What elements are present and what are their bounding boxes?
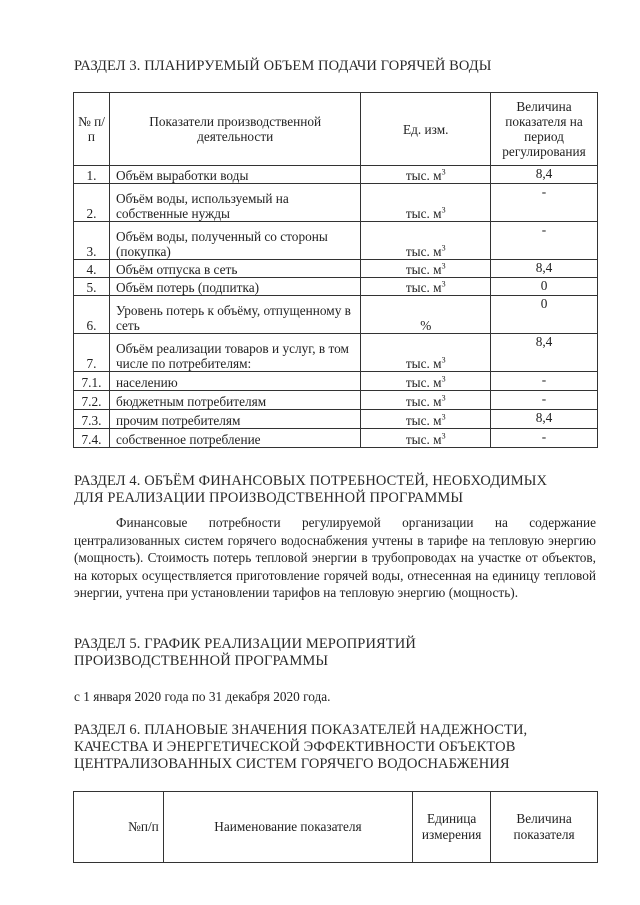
table-row	[74, 429, 598, 448]
row-unit-superscript: 3	[441, 374, 446, 384]
row-indicator-name: Объём воды, полученный со стороны (покупка)	[109, 222, 360, 260]
row-number: 7.	[74, 334, 110, 372]
header-value: Величина показателя на период регулирования	[491, 93, 598, 166]
table-body	[74, 166, 598, 448]
row-unit-superscript: 3	[441, 279, 446, 289]
row-unit-text: тыс. м	[405, 206, 442, 221]
section5-title-line1: РАЗДЕЛ 5. ГРАФИК РЕАЛИЗАЦИИ МЕРОПРИЯТИЙ	[74, 636, 416, 652]
row-unit-superscript: 3	[441, 355, 446, 365]
row-value: -	[491, 429, 598, 448]
table-row	[74, 166, 598, 184]
row-indicator-name: Уровень потерь к объёму, отпущенному в сеть	[109, 296, 360, 334]
row-unit-superscript: 3	[441, 243, 446, 253]
row-unit	[361, 184, 491, 222]
row-unit-text: тыс. м	[405, 375, 442, 390]
row-value: -	[491, 391, 598, 410]
indicators-header-num: №п/п	[74, 792, 164, 863]
row-unit-text: тыс. м	[405, 394, 442, 409]
row-unit-text: %	[420, 318, 432, 333]
table-row	[74, 222, 598, 260]
row-value: 0	[491, 278, 598, 296]
row-value: 0	[491, 296, 598, 334]
row-unit-superscript: 3	[441, 261, 446, 271]
row-indicator-name: Объём отпуска в сеть	[109, 260, 360, 278]
indicators-header-row	[74, 792, 598, 863]
row-indicator-name: Объём реализации товаров и услуг, в том числе по потребителям:	[109, 334, 360, 372]
table-row	[74, 278, 598, 296]
row-indicator-name: Объём воды, используемый на собственные нужды	[109, 184, 360, 222]
row-indicator-name: населению	[109, 372, 360, 391]
row-unit	[361, 372, 491, 391]
row-value: 8,4	[491, 334, 598, 372]
row-unit	[361, 260, 491, 278]
row-number: 1.	[74, 166, 110, 184]
row-unit-superscript: 3	[441, 167, 446, 177]
header-num: № п/п	[74, 93, 110, 166]
table-row	[74, 334, 598, 372]
row-unit-text: тыс. м	[405, 168, 442, 183]
row-unit-text: тыс. м	[405, 432, 442, 447]
row-unit-superscript: 3	[441, 393, 446, 403]
row-unit-superscript: 3	[441, 412, 446, 422]
table-row	[74, 372, 598, 391]
row-unit-superscript: 3	[441, 205, 446, 215]
section6-title	[74, 722, 594, 773]
section4-title-line2: ДЛЯ РЕАЛИЗАЦИИ ПРОИЗВОДСТВЕННОЙ ПРОГРАММЫ	[74, 490, 464, 506]
row-number: 4.	[74, 260, 110, 278]
row-unit	[361, 429, 491, 448]
section5-title	[74, 636, 594, 670]
row-value: -	[491, 372, 598, 391]
row-unit-text: тыс. м	[405, 356, 442, 371]
row-number: 7.1.	[74, 372, 110, 391]
section4-title-line1: РАЗДЕЛ 4. ОБЪЁМ ФИНАНСОВЫХ ПОТРЕБНОСТЕЙ, НЕОБХОДИМЫХ	[74, 473, 548, 489]
row-unit-text: тыс. м	[405, 280, 442, 295]
row-number: 7.4.	[74, 429, 110, 448]
section4-paragraph: Финансовые потребности регулируемой организации на содержание централизованных систем горячего водоснабжения учтены в тарифе на тепловую энергию (мощность). Стоимость потерь тепловой энергии в трубопроводах на участке от объектов, на которых осуществляется приготовление горячей воды, отнесенная на единицу тепловой энергии, учтена при установлении тарифов на тепловую энергию (мощность).	[74, 515, 596, 600]
row-value: 8,4	[491, 166, 598, 184]
indicators-header-value: Величина показателя	[491, 792, 598, 863]
row-value: 8,4	[491, 410, 598, 429]
row-number: 2.	[74, 184, 110, 222]
row-unit	[361, 278, 491, 296]
header-unit: Ед. изм.	[361, 93, 491, 166]
indicators-header-name: Наименование показателя	[163, 792, 412, 863]
section4-title	[74, 473, 594, 507]
row-unit-text: тыс. м	[405, 413, 442, 428]
section3-title: РАЗДЕЛ 3. ПЛАНИРУЕМЫЙ ОБЪЕМ ПОДАЧИ ГОРЯЧЕЙ ВОДЫ	[74, 58, 492, 74]
row-value: -	[491, 184, 598, 222]
section6-title-line3: ЦЕНТРАЛИЗОВАННЫХ СИСТЕМ ГОРЯЧЕГО ВОДОСНАБЖЕНИЯ	[74, 756, 510, 772]
row-unit-text: тыс. м	[405, 262, 442, 277]
row-indicator-name: Объём выработки воды	[109, 166, 360, 184]
row-unit	[361, 296, 491, 334]
indicators-table	[73, 791, 598, 863]
table-header-row	[74, 93, 598, 166]
section6-title-line1: РАЗДЕЛ 6. ПЛАНОВЫЕ ЗНАЧЕНИЯ ПОКАЗАТЕЛЕЙ НАДЕЖНОСТИ,	[74, 722, 528, 738]
row-value: 8,4	[491, 260, 598, 278]
row-indicator-name: собственное потребление	[109, 429, 360, 448]
row-unit-text: тыс. м	[405, 244, 442, 259]
table-row	[74, 410, 598, 429]
section6-title-line2: КАЧЕСТВА И ЭНЕРГЕТИЧЕСКОЙ ЭФФЕКТИВНОСТИ ОБЪЕКТОВ	[74, 739, 516, 755]
row-unit	[361, 222, 491, 260]
row-unit	[361, 334, 491, 372]
row-value: -	[491, 222, 598, 260]
row-number: 7.3.	[74, 410, 110, 429]
header-indicator: Показатели производственной деятельности	[109, 93, 360, 166]
indicators-header-unit: Единица измерения	[413, 792, 491, 863]
row-unit	[361, 410, 491, 429]
table-row	[74, 296, 598, 334]
row-number: 5.	[74, 278, 110, 296]
row-unit	[361, 166, 491, 184]
table-row	[74, 184, 598, 222]
row-indicator-name: бюджетным потребителям	[109, 391, 360, 410]
row-number: 6.	[74, 296, 110, 334]
row-number: 7.2.	[74, 391, 110, 410]
table-row	[74, 260, 598, 278]
section5-period: с 1 января 2020 года по 31 декабря 2020 года.	[74, 689, 331, 704]
section5-title-line2: ПРОИЗВОДСТВЕННОЙ ПРОГРАММЫ	[74, 653, 329, 669]
table-row	[74, 391, 598, 410]
row-indicator-name: Объём потерь (подпитка)	[109, 278, 360, 296]
row-number: 3.	[74, 222, 110, 260]
row-unit	[361, 391, 491, 410]
row-indicator-name: прочим потребителям	[109, 410, 360, 429]
production-volume-table	[73, 92, 598, 448]
row-unit-superscript: 3	[441, 431, 446, 441]
